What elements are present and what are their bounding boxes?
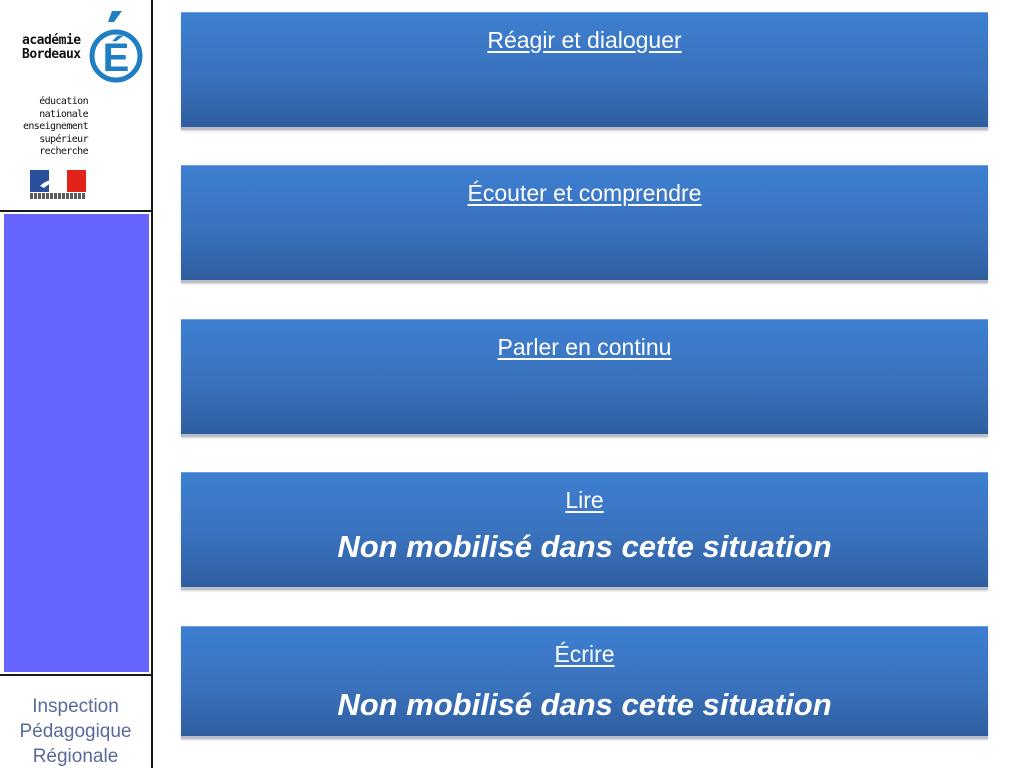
banner-note: Non mobilisé dans cette situation <box>337 529 832 564</box>
sidebar <box>0 0 153 768</box>
inspection-label <box>0 694 151 769</box>
banner-reagir[interactable] <box>181 12 988 127</box>
academie-name <box>22 34 92 62</box>
republic-caption-graphic <box>30 193 86 199</box>
inspection-line-3: Régionale <box>32 746 119 767</box>
republic-flag-logo-icon <box>30 170 86 192</box>
ministry-name <box>4 96 88 159</box>
ministry-line-3: enseignement <box>22 121 88 132</box>
academie-logo <box>0 0 151 212</box>
academie-line-2: Bordeaux <box>22 47 81 62</box>
logo-letter: É <box>102 36 130 80</box>
inspection-box <box>0 674 151 770</box>
ministry-line-5: recherche <box>39 146 88 157</box>
academie-line-1: académie <box>22 33 81 48</box>
banner-lire[interactable] <box>181 472 988 587</box>
ministry-line-1: éducation <box>39 96 88 107</box>
banner-title[interactable]: Parler en continu <box>497 334 672 360</box>
inspection-line-1: Inspection <box>32 696 119 717</box>
banner-parler[interactable] <box>181 319 988 434</box>
banner-note: Non mobilisé dans cette situation <box>337 687 832 722</box>
sidebar-blue-panel <box>4 214 149 672</box>
banner-title[interactable]: Écouter et comprendre <box>467 180 702 206</box>
banner-title[interactable]: Réagir et dialoguer <box>487 27 682 53</box>
ministry-line-2: nationale <box>39 108 88 120</box>
banner-ecouter[interactable] <box>181 165 988 280</box>
banner-title[interactable]: Écrire <box>554 641 615 667</box>
ministry-line-4: supérieur <box>39 133 88 145</box>
inspection-line-2: Pédagogique <box>19 721 132 742</box>
banner-ecrire[interactable] <box>181 626 988 736</box>
academie-e-logo-icon <box>88 8 144 88</box>
banner-title[interactable]: Lire <box>565 487 604 513</box>
